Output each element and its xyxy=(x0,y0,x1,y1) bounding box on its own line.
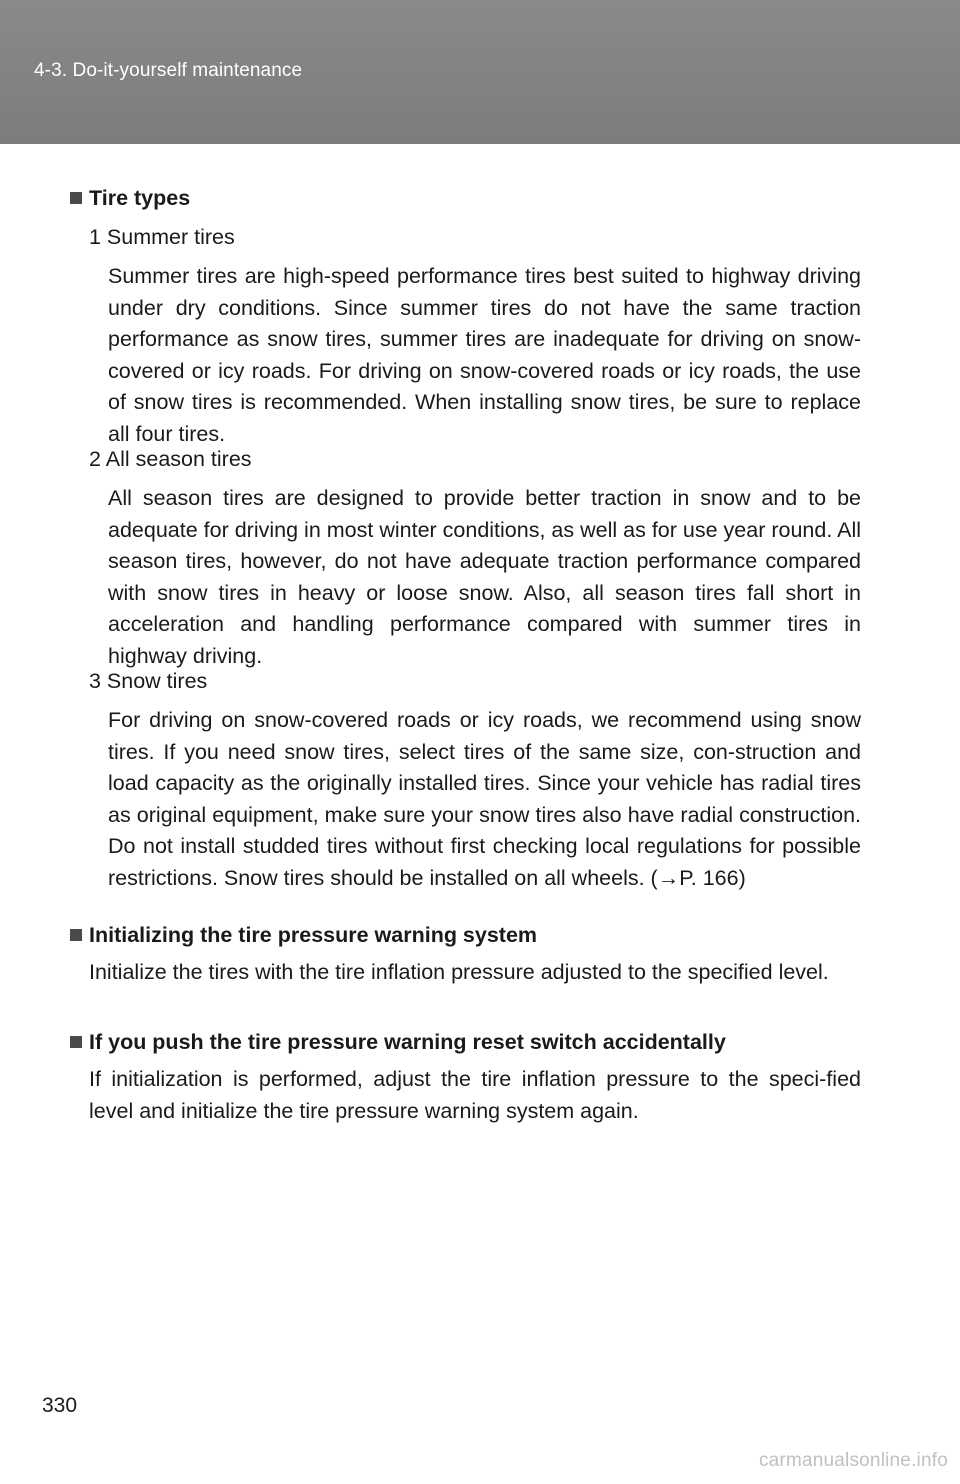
heading-text: Initializing the tire pressure warning system xyxy=(89,923,538,947)
heading-text: Tire types xyxy=(89,186,191,210)
page-number: 330 xyxy=(42,1394,78,1417)
watermark: carmanualsonline.info xyxy=(758,1450,948,1471)
subhead-all-season-tires: 2 All season tires xyxy=(89,447,252,471)
heading-text: If you push the tire pressure warning reset switch accidentally xyxy=(89,1030,726,1054)
paragraph-snow-tires: For driving on snow-covered roads or icy roads, we recommend using snow tires. If you need snow tires, select tires of the same size, con-struction and load capacity as the originally installed tires. Since your vehicle has radial tires as original equipment, make sure your snow tires also have radial construction. Do not install studded tires without first checking local regulations for possible restrictions. Snow tires should be installed on all wheels. (→P. 166) xyxy=(108,708,861,890)
heading-reset-switch xyxy=(70,1027,726,1057)
subhead-snow-tires: 3 Snow tires xyxy=(89,669,208,693)
paragraph-initializing: Initialize the tires with the tire inflation pressure adjusted to the specified level. xyxy=(89,960,829,984)
heading-initializing xyxy=(70,920,537,950)
square-bullet-icon xyxy=(70,1036,82,1048)
heading-tire-types xyxy=(70,183,190,213)
paragraph-reset-switch: If initialization is performed, adjust the tire inflation pressure to the speci-fied level and initialize the tire pressure warning system again. xyxy=(89,1067,861,1123)
square-bullet-icon xyxy=(70,929,82,941)
paragraph-summer-tires: Summer tires are high-speed performance tires best suited to highway driving under dry conditions. Since summer tires do not have the same traction performance as snow tires, summer tires are inadequate for driving on snow-covered or icy roads. For driving on snow-covered roads or icy roads, the use of snow tires is recommended. When installing snow tires, be sure to replace all four tires. xyxy=(108,264,861,446)
square-bullet-icon xyxy=(70,192,82,204)
paragraph-all-season-tires: All season tires are designed to provide better traction in snow and to be adequate for driving in most winter conditions, as well as for use year round. All season tires, however, do not have adequate traction performance compared with snow tires in heavy or loose snow. Also, all season tires fall short in acceleration and handling performance compared with summer tires in highway driving. xyxy=(108,486,861,668)
subhead-summer-tires: 1 Summer tires xyxy=(89,225,235,249)
chapter-header-band xyxy=(0,0,960,144)
section-title: 4-3. Do-it-yourself maintenance xyxy=(34,60,303,81)
